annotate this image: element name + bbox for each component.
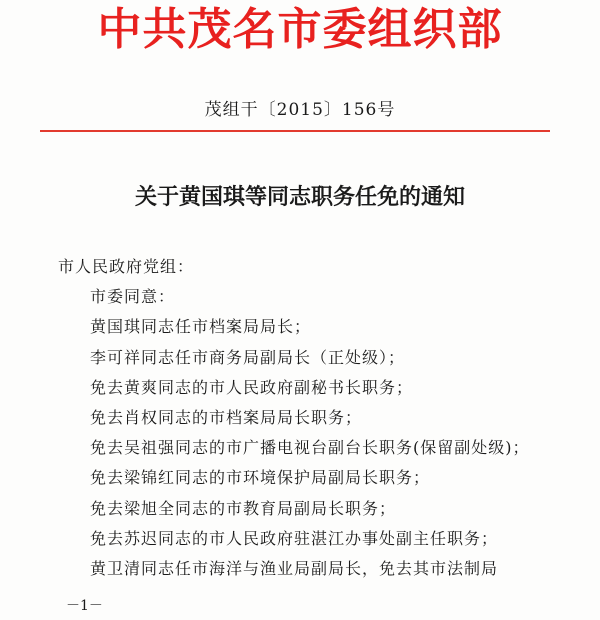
appointment-item: 免去苏迟同志的市人民政府驻湛江办事处副主任职务； <box>90 528 499 548</box>
appointment-item: 免去梁锦红同志的市环境保护局副局长职务； <box>90 468 431 488</box>
appointment-item: 黄卫清同志任市海洋与渔业局副局长，免去其市法制局 <box>90 558 499 578</box>
appointment-item: 免去黄爽同志的市人民政府副秘书长职务； <box>90 377 414 397</box>
recipient-line: 市人民政府党组： <box>58 257 195 276</box>
document-number: 茂组干〔2015〕156号 <box>204 100 396 120</box>
appointment-item: 免去肖权同志的市档案局局长职务； <box>90 407 363 427</box>
org-header-title: 中共茂名市委组织部 <box>97 4 503 55</box>
red-divider-line <box>40 130 550 132</box>
appointment-item: 免去梁旭全同志的市教育局副局长职务； <box>90 498 397 518</box>
document-body <box>58 252 548 584</box>
appointment-item: 李可祥同志任市商务局副局长（正处级）； <box>90 347 406 367</box>
appointment-item: 黄国琪同志任市档案局局长； <box>90 317 312 337</box>
page-number: －1－ <box>66 598 103 614</box>
document-title: 关于黄国琪等同志职务任免的通知 <box>134 184 465 210</box>
appointment-item: 免去吴祖强同志的市广播电视台副台长职务(保留副处级)； <box>90 438 530 458</box>
opening-line: 市委同意： <box>90 287 176 307</box>
